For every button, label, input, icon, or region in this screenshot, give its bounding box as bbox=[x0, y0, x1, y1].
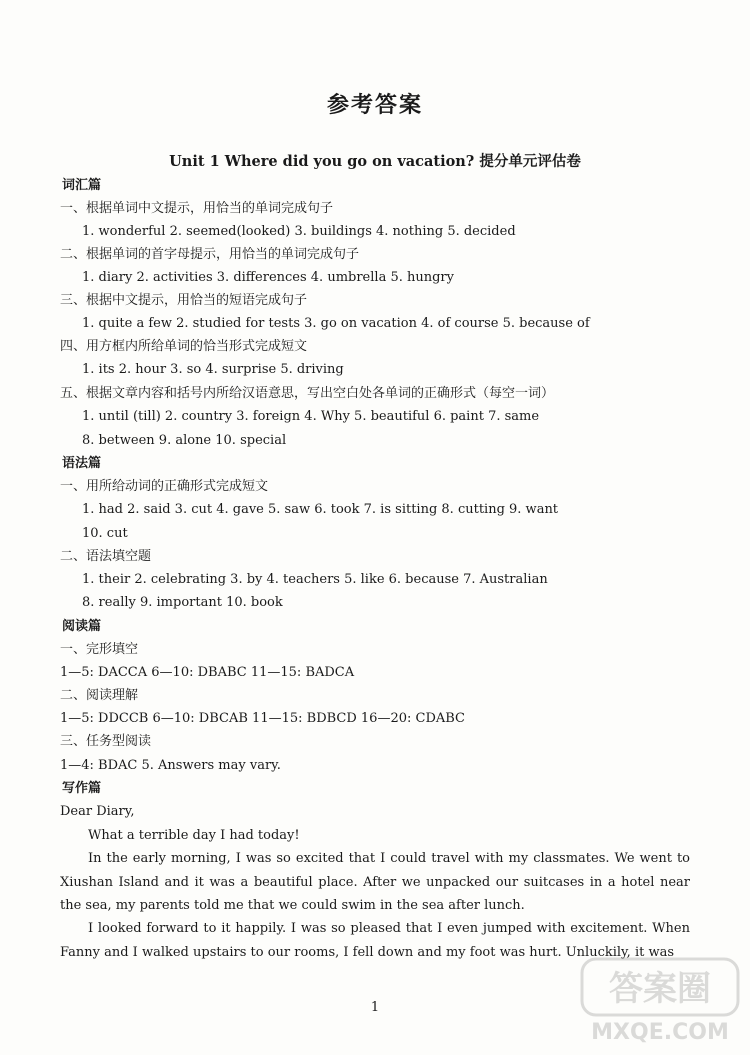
vocab-q3: 三、根据中文提示，用恰当的短语完成句子 bbox=[60, 293, 308, 308]
vocab-q2: 二、根据单词的首字母提示，用恰当的单词完成句子 bbox=[60, 247, 360, 262]
vocab-heading: 词汇篇 bbox=[62, 178, 102, 193]
reading-a3: 1—4: BDAC 5. Answers may vary. bbox=[60, 758, 281, 773]
writing-salutation: Dear Diary, bbox=[60, 804, 135, 819]
svg-text:答案圈: 答案圈 bbox=[609, 969, 711, 1009]
vocab-q5: 五、根据文章内容和括号内所给汉语意思，写出空白处各单词的正确形式（每空一词） bbox=[60, 386, 555, 401]
writing-paragraph-1: What a terrible day I had today! bbox=[88, 828, 300, 843]
grammar-q1: 一、用所给动词的正确形式完成短文 bbox=[60, 479, 269, 494]
grammar-heading: 语法篇 bbox=[62, 456, 102, 471]
reading-q1: 一、完形填空 bbox=[60, 642, 139, 657]
watermark-logo bbox=[580, 955, 740, 1045]
vocab-a5-line2: 8. between 9. alone 10. special bbox=[82, 433, 287, 448]
vocab-a1: 1. wonderful 2. seemed(looked) 3. buildings 4. nothing 5. decided bbox=[82, 224, 516, 239]
grammar-a2-line2: 8. really 9. important 10. book bbox=[82, 595, 283, 610]
vocab-a2: 1. diary 2. activities 3. differences 4. umbrella 5. hungry bbox=[82, 270, 454, 285]
svg-text:MXQE.COM: MXQE.COM bbox=[591, 1020, 729, 1045]
page-title: 参考答案 bbox=[326, 92, 423, 118]
grammar-a2-line1: 1. their 2. celebrating 3. by 4. teachers 5. like 6. because 7. Australian bbox=[82, 572, 548, 587]
reading-heading: 阅读篇 bbox=[62, 619, 102, 634]
reading-q3: 三、任务型阅读 bbox=[60, 734, 152, 749]
page-number: 1 bbox=[370, 1000, 380, 1015]
vocab-a4: 1. its 2. hour 3. so 4. surprise 5. driving bbox=[82, 362, 344, 377]
writing-heading: 写作篇 bbox=[62, 781, 102, 796]
vocab-q4: 四、用方框内所给单词的恰当形式完成短文 bbox=[60, 339, 308, 354]
writing-paragraph-2: In the early morning, I was so excited that I could travel with my classmates. We went to Xiushan Island and it was a beautiful place. After we unpacked our suitcases in a hotel near the sea, my parents told me that we could swim in the sea after lunch. bbox=[60, 851, 690, 913]
unit-heading: Unit 1 Where did you go on vacation? 提分单元评估卷 bbox=[169, 153, 581, 170]
vocab-a5-line1: 1. until (till) 2. country 3. foreign 4. Why 5. beautiful 6. paint 7. same bbox=[82, 409, 540, 424]
grammar-a1-line2: 10. cut bbox=[82, 526, 128, 541]
reading-q2: 二、阅读理解 bbox=[60, 688, 139, 703]
vocab-q1: 一、根据单词中文提示，用恰当的单词完成句子 bbox=[60, 201, 334, 216]
grammar-q2: 二、语法填空题 bbox=[60, 549, 152, 564]
reading-a2: 1—5: DDCCB 6—10: DBCAB 11—15: BDBCD 16—20: CDABC bbox=[60, 711, 466, 726]
writing-paragraph-3: I looked forward to it happily. I was so pleased that I even jumped with excitement. When Fanny and I walked upstairs to our rooms, I fell down and my foot was hurt. Unluckily, it was bbox=[60, 921, 690, 960]
vocab-a3: 1. quite a few 2. studied for tests 3. go on vacation 4. of course 5. because of bbox=[82, 316, 590, 331]
reading-a1: 1—5: DACCA 6—10: DBABC 11—15: BADCA bbox=[60, 665, 355, 680]
grammar-a1-line1: 1. had 2. said 3. cut 4. gave 5. saw 6. took 7. is sitting 8. cutting 9. want bbox=[82, 502, 559, 517]
